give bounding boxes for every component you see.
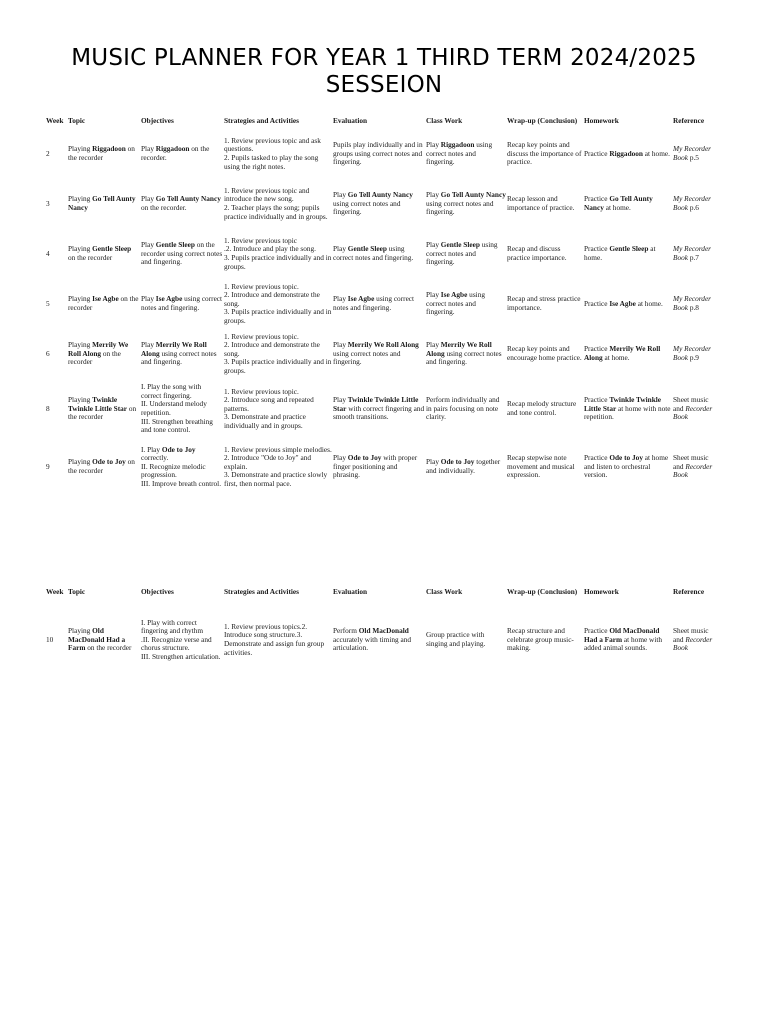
text-run: Ode to Joy [609,453,643,463]
cell-line: II. Recognize melodic progression. [141,461,206,480]
text-run: p.9 [688,353,699,362]
cell-strategies [224,379,333,439]
header-topic: Topic [68,116,86,125]
table-row [46,229,720,279]
cell-reference [673,379,720,439]
text-run: with correct fingering and smooth transitions. [333,403,425,422]
cell-line: III. Strengthen breathing and tone control. [141,416,213,435]
cell-objectives [141,329,224,379]
cell-line: 1. Review previous topic and introduce the new song. [224,185,310,204]
text-run: Twinkle Twinkle Little Star [68,395,128,413]
text-run: Pupils play individually and in groups using correct notes and fingering. [333,140,423,167]
cell-strategies [224,329,333,379]
cell-class-work [426,379,507,439]
text-run: Recorder Book [673,634,713,653]
text-run: Go Tell Aunty Nancy [347,190,413,200]
cell-topic [68,612,141,668]
text-run: Ise Agbe [92,294,119,304]
text-run: Recap key points and encourage home practice. [507,344,582,362]
cell-homework [584,179,673,229]
text-run: Playing [68,626,93,636]
text-run: Recap stepwise note movement and musical expression. [507,453,575,480]
cell-reference [673,329,720,379]
text-run: on the recorder [68,403,137,422]
text-run: at home with added animal sounds. [584,634,663,653]
cell-reference [673,439,720,495]
cell-class-work [426,129,507,179]
cell-homework [584,612,673,668]
cell-line: 3. Demonstrate and practice slowly first, then normal pace. [224,470,328,488]
text-run: using correct notes and fingering. [333,244,414,262]
text-run: using correct notes and fingering. [333,198,401,217]
header-wrap-up: Wrap-up (Conclusion) [507,116,578,125]
header-strategies: Strategies and Activities [224,587,299,596]
text-run: Play [141,144,156,154]
text-run: Playing [68,294,93,304]
header-week: Week [46,587,64,596]
text-run: Playing [68,244,93,254]
cell-line: 1. Review previous topic. [224,331,299,341]
text-run: p.6 [688,203,699,212]
text-run: on the recorder [68,457,135,475]
cell-week: 8 [46,403,50,413]
header-objectives: Objectives [141,587,174,596]
text-run: p.8 [688,303,699,312]
cell-homework [584,229,673,279]
table-body [46,129,720,495]
cell-topic [68,129,141,179]
cell-line: 1. Review previous topic. [224,281,299,291]
cell-reference [673,279,720,329]
text-run: Play [333,190,348,200]
cell-line: 2. Introduce "Ode to Joy" and explain. [224,453,312,471]
text-run: Practice [584,194,610,204]
cell-class-work [426,279,507,329]
text-run: Play [426,190,441,200]
text-run: at home. [635,298,663,308]
cell-evaluation [333,279,426,329]
cell-topic [68,379,141,439]
text-run: using correct notes and fingering. [426,140,493,167]
text-run: at home and listen to orchestral version. [584,453,669,480]
header-topic: Topic [68,587,86,596]
cell-topic [68,279,141,329]
cell-week: 2 [46,148,50,158]
text-run: Play [426,140,441,150]
text-run: Merrily We Roll Along [68,340,129,358]
cell-wrap-up [507,229,584,279]
cell-reference [673,229,720,279]
table-row [46,379,720,439]
cell-line: 2. Introduce and demonstrate the song. [224,340,320,358]
text-run: Riggadoon [155,144,190,154]
cell-class-work [426,229,507,279]
text-run: Recap and discuss practice importance. [507,244,567,262]
text-run: using correct notes and fingering. [426,348,502,367]
text-run: Ise Agbe [347,294,375,304]
text-run: Go Tell Aunty Nancy [584,194,653,212]
text-run: Play [333,395,348,405]
cell-evaluation [333,379,426,439]
text-run: accurately with timing and articulation. [333,634,412,653]
text-run: Play [426,457,441,467]
text-run: Play [333,453,348,463]
cell-strategies [224,229,333,279]
table-body [46,600,720,668]
table-row [46,612,720,668]
text-run: using correct notes and fingering. [141,348,217,367]
text-run: at home. [602,353,630,362]
text-run: Play [426,340,441,350]
cell-strategies [224,279,333,329]
text-run: Go Tell Aunty Nancy [440,190,506,200]
header-objectives: Objectives [141,116,174,125]
table-header-row [46,588,720,600]
cell-class-work [426,329,507,379]
text-run: I. Play [141,444,162,454]
cell-wrap-up [507,329,584,379]
cell-line: 1. Review previous simple melodies. [224,444,332,454]
cell-line: 2. Introduce and demonstrate the song. [224,290,320,308]
header-reference: Reference [673,587,705,596]
cell-homework [584,129,673,179]
page-title: MUSIC PLANNER FOR YEAR 1 THIRD TERM 2024/2025 SESSEION [71,45,697,98]
text-run: Sheet music and [673,626,709,644]
header-strategies: Strategies and Activities [224,116,299,125]
text-run: My Recorder Book [673,244,712,262]
cell-wrap-up [507,439,584,495]
text-run: correctly. [141,453,169,463]
text-run: Riggadoon [609,148,643,158]
text-run: using correct notes and fingering. [333,294,415,312]
text-run: Merrily We Roll Along [584,344,661,362]
text-run: Perform individually and in pairs focusing on note clarity. [426,395,500,422]
cell-reference [673,179,720,229]
text-run: Gentle Sleep [347,244,387,254]
text-run: Play [333,340,348,350]
text-run: p.5 [688,153,699,162]
text-run: Old MacDonald Had a Farm [68,626,126,653]
cell-line: 3. Pupils practice individually and in groups. [224,357,332,375]
text-run: using correct notes and fingering. [426,198,494,217]
header-evaluation: Evaluation [333,587,368,596]
cell-line: 3. Demonstrate and practice individually and in groups. [224,412,306,430]
text-run: Go Tell Aunty Nancy [155,194,221,204]
text-run: Merrily We Roll Along [426,340,492,358]
cell-class-work [426,612,507,668]
text-run: Practice [584,344,610,354]
cell-strategies [224,179,333,229]
cell-evaluation [333,229,426,279]
text-run: Riggadoon [440,140,475,150]
cell-week: 4 [46,248,50,258]
text-run: Twinkle Twinkle Little Star [584,395,662,413]
text-run: Ode to Joy [161,444,196,454]
cell-line: I. Play with correct fingering and rhythm [141,617,204,636]
text-run: Perform [333,626,359,636]
text-run: using correct notes and fingering. [141,294,223,312]
text-run: Playing [68,457,93,467]
cell-strategies [224,439,333,495]
cell-objectives [141,439,224,495]
text-run: Ise Agbe [440,290,468,300]
cell-homework [584,279,673,329]
cell-class-work [426,439,507,495]
text-run: My Recorder Book [673,344,712,362]
cell-line: .2. Introduce and play the song. [224,244,316,254]
header-evaluation: Evaluation [333,116,368,125]
cell-week: 10 [46,634,54,644]
cell-topic [68,439,141,495]
text-run: Play [426,290,441,300]
text-run: Ode to Joy [92,457,126,467]
text-run: using correct notes and fingering. [426,290,485,317]
cell-objectives [141,612,224,668]
text-run: Playing [68,395,93,405]
text-run: Ode to Joy [440,457,475,467]
cell-line: 1. Review previous topic. [224,386,299,396]
cell-line: III. Improve breath control. [141,478,222,488]
cell-line: 2. Teacher plays the song; pupils practice individually and in groups. [224,203,328,221]
text-run: Recap melody structure and tone control. [507,399,577,417]
planner-table-continued [46,588,720,668]
text-run: Sheet music and [673,453,709,471]
cell-week: 5 [46,298,50,308]
text-run: Play [141,240,156,250]
text-run: Play [141,194,156,204]
header-wrap-up: Wrap-up (Conclusion) [507,587,578,596]
cell-line: I. Play the song with correct fingering. [141,382,202,400]
text-run: Merrily We Roll Along [141,340,207,358]
cell-line: 1. Review previous topic and ask questions. [224,135,321,154]
cell-line: 1. Review previous topics.2. Introduce song structure.3. Demonstrate and assign fun group activities. [224,621,325,657]
text-run: Play [333,294,348,304]
cell-line: .II. Recognize verse and chorus structure. [141,634,212,653]
header-class-work: Class Work [426,116,463,125]
header-homework: Homework [584,116,619,125]
text-run: Play [141,294,156,304]
cell-week: 6 [46,348,50,358]
text-run: Playing [68,144,93,154]
table-row [46,279,720,329]
text-run: together and individually. [426,457,501,475]
text-run: Recap and stress practice importance. [507,294,581,312]
text-run: on the recorder [68,253,113,262]
text-run: Practice [584,244,610,254]
text-run: Group practice with singing and playing. [426,630,486,648]
text-run: Gentle Sleep [92,244,132,254]
cell-line [141,446,223,463]
text-run: on the recorder using correct notes and fingering. [141,240,223,267]
text-run: My Recorder Book [673,194,712,212]
cell-objectives [141,279,224,329]
text-run: Riggadoon [92,144,126,154]
text-run: Practice [584,626,610,636]
text-run: Play [141,340,156,350]
text-run: at home with note repetition. [584,403,671,422]
text-run: Recap lesson and importance of practice. [507,194,575,212]
cell-evaluation [333,129,426,179]
cell-objectives [141,129,224,179]
cell-evaluation [333,612,426,668]
text-run: with proper finger positioning and phrasing. [333,453,418,480]
cell-line: 2. Pupils tasked to play the song using the right notes. [224,153,319,171]
text-run: My Recorder Book [673,294,712,312]
text-run: Old MacDonald [358,626,409,636]
cell-line: 1. Review previous topic [224,235,297,245]
cell-topic [68,229,141,279]
cell-topic [68,179,141,229]
cell-strategies [224,129,333,179]
cell-week: 9 [46,461,50,471]
cell-line: III. Strengthen articulation. [141,651,221,661]
text-run: Recap key points and discuss the importance of practice. [507,140,582,167]
cell-objectives [141,229,224,279]
cell-evaluation [333,329,426,379]
table-row [46,129,720,179]
text-run: Gentle Sleep [155,240,195,250]
text-run: using correct notes and fingering. [333,348,401,367]
text-run: My Recorder Book [673,144,712,162]
text-run: Playing [68,194,93,204]
text-run: on the recorder. [141,144,210,162]
text-run: Recap structure and celebrate group music-making. [507,626,574,653]
text-run: Practice [584,453,610,463]
header-homework: Homework [584,587,619,596]
text-run: Play [333,244,348,254]
text-run: Ode to Joy [347,453,382,463]
text-run: Playing [68,340,93,350]
cell-homework [584,379,673,439]
text-run: p.7 [688,253,699,262]
cell-wrap-up [507,379,584,439]
table-row [46,329,720,379]
text-run: on the recorder [68,348,121,367]
cell-evaluation [333,439,426,495]
cell-line: 3. Pupils practice individually and in groups. [224,307,332,325]
planner-table [46,117,720,495]
cell-objectives [141,179,224,229]
text-run: on the recorder [68,144,135,162]
text-run: Gentle Sleep [440,240,480,250]
text-run: Old MacDonald Had a Farm [584,626,660,644]
cell-wrap-up [507,129,584,179]
text-run: Sheet music and [673,395,709,413]
cell-homework [584,439,673,495]
cell-week: 3 [46,198,50,208]
cell-line: 3. Pupils practice individually and in groups. [224,253,332,271]
text-run: at home. [642,148,670,158]
text-run: Merrily We Roll Along [347,340,419,350]
cell-strategies [224,612,333,668]
cell-wrap-up [507,279,584,329]
text-run: Gentle Sleep [609,244,649,254]
cell-wrap-up [507,179,584,229]
table-row [46,179,720,229]
cell-wrap-up [507,612,584,668]
text-run: using correct notes and fingering. [426,240,498,267]
cell-line: II. Understand melody repetition. [141,399,207,417]
text-run: Play [426,240,441,250]
text-run: Recorder Book [673,461,713,480]
text-run: Practice [584,395,610,405]
table-row [46,439,720,495]
header-class-work: Class Work [426,587,463,596]
table-header-row [46,117,720,129]
text-run: Ise Agbe [155,294,183,304]
cell-reference [673,129,720,179]
text-run: Recorder Book [673,403,713,422]
text-run: Ise Agbe [609,298,636,308]
text-run: at home. [584,244,656,262]
cell-objectives [141,379,224,439]
text-run: Twinkle Twinkle Little Star [333,395,419,413]
cell-class-work [426,179,507,229]
text-run: on the recorder. [141,203,187,212]
header-reference: Reference [673,116,705,125]
cell-topic [68,329,141,379]
text-run: Practice [584,148,610,158]
text-run: Practice [584,298,610,308]
cell-reference [673,612,720,668]
cell-line: 2. Introduce song and repeated patterns. [224,395,314,413]
text-run: at home. [603,203,631,212]
cell-homework [584,329,673,379]
cell-evaluation [333,179,426,229]
text-run: Go Tell Aunty Nancy [68,194,136,212]
header-week: Week [46,116,64,125]
text-run: on the recorder [85,643,132,653]
text-run: on the recorder [68,294,139,312]
